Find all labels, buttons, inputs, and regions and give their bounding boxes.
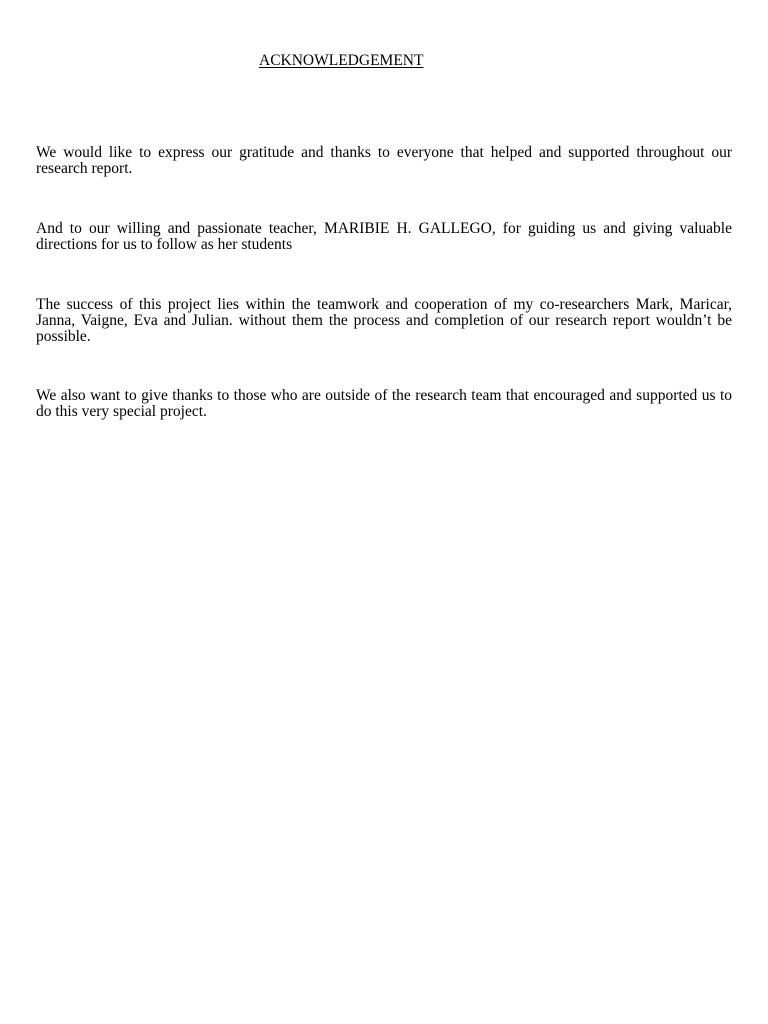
paragraph-teacher: And to our willing and passionate teacher, MARIBIE H. GALLEGO, for guiding us and giving valuable directions for us to follow as her students xyxy=(36,220,732,253)
page-title: ACKNOWLEDGEMENT xyxy=(259,52,424,69)
paragraph-gratitude: We would like to express our gratitude and thanks to everyone that helped and supported throughout our research report. xyxy=(36,144,732,177)
paragraph-supporters: We also want to give thanks to those who are outside of the research team that encouraged and supported us to do this very special project. xyxy=(36,387,732,420)
paragraph-co-researchers: The success of this project lies within the teamwork and cooperation of my co-researchers Mark, Maricar, Janna, Vaigne, Eva and Julian. without them the process and completion of our research report wouldn’t be possible. xyxy=(36,296,732,345)
